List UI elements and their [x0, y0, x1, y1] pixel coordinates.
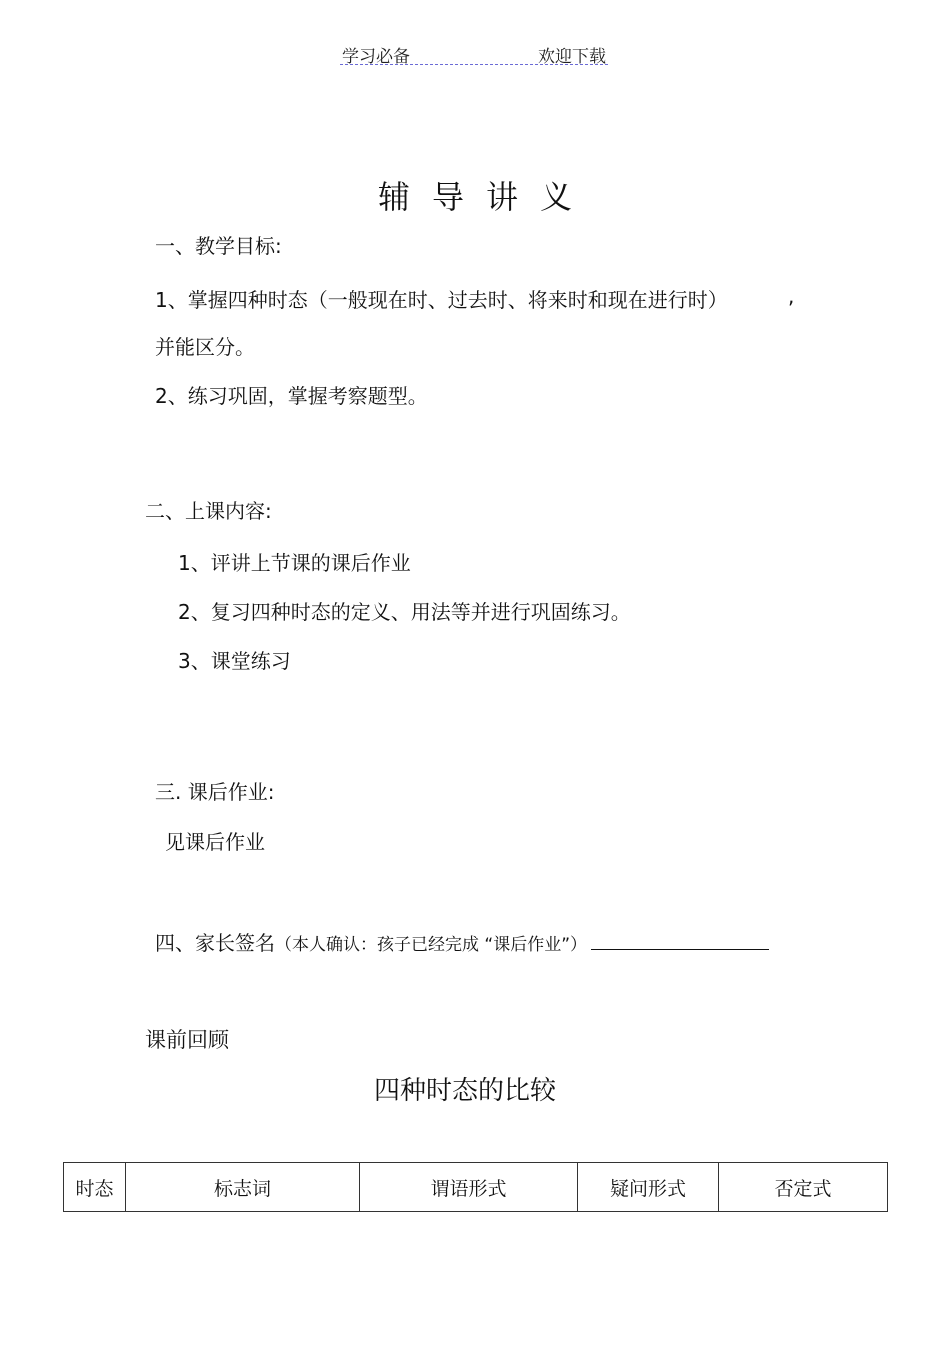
section1-item1-line1: 1、掌握四种时态（一般现在时、过去时、将来时和现在进行时）: [155, 288, 728, 312]
signature-line[interactable]: [591, 931, 769, 950]
section3-body: 见课后作业: [165, 830, 265, 854]
section1-heading: 一、教学目标:: [155, 234, 282, 258]
table-header-cell: 否定式: [719, 1163, 888, 1212]
table-header-cell: 标志词: [126, 1163, 360, 1212]
section3-heading: 三. 课后作业:: [155, 780, 275, 804]
section4-heading: 四、家长签名: [155, 931, 275, 955]
section2-item-1: 1、评讲上节课的课后作业: [178, 551, 411, 575]
section1-item1-comma: ,: [788, 284, 795, 308]
tense-comparison-table: [63, 1162, 888, 1212]
section4-note: （本人确认：孩子已经完成 “课后作业”）: [275, 935, 588, 955]
header-right-text: 欢迎下载: [538, 47, 606, 67]
section2-heading: 二、上课内容:: [145, 499, 272, 523]
table-header-cell: 疑问形式: [578, 1163, 719, 1212]
section4-parent-signature: [155, 927, 769, 956]
comparison-title: 四种时态的比较: [373, 1076, 556, 1106]
page-header: [340, 40, 608, 65]
section2-item-3: 3、课堂练习: [178, 649, 291, 673]
document-title: 辅导讲义: [377, 178, 594, 216]
review-label: 课前回顾: [145, 1028, 229, 1052]
section2-item-2: 2、复习四种时态的定义、用法等并进行巩固练习。: [178, 600, 631, 624]
table-header-cell: 时态: [64, 1163, 126, 1212]
table-header-cell: 谓语形式: [360, 1163, 578, 1212]
section1-item1-line2: 并能区分。: [155, 335, 255, 359]
section1-item2: 2、练习巩固，掌握考察题型。: [155, 384, 428, 408]
table-header-row: [64, 1163, 888, 1212]
header-left-text: 学习必备: [342, 47, 410, 67]
